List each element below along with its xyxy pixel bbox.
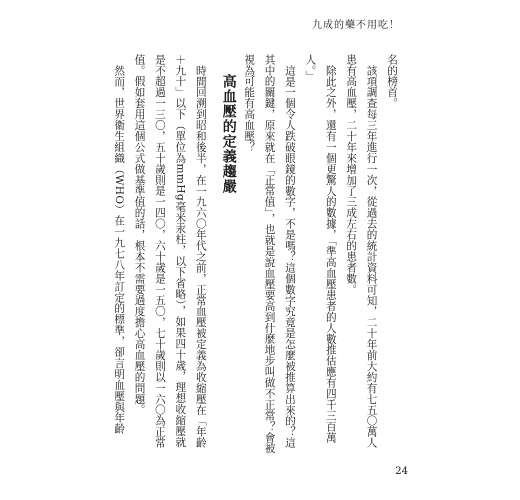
paragraph: 名的榜首。 xyxy=(386,54,398,109)
page-number: 24 xyxy=(395,466,408,477)
paragraph: 除此之外，還有一個更驚人的數據，「準高血壓患者的人數推估應有四千三百萬人。」 xyxy=(304,54,337,443)
paragraph: 該項調查每三年進行一次，從過去的統計資料可知，二十年前大約有七五〇萬人患有高血壓，二十年來增加了三成左右的患者數。 xyxy=(345,54,378,448)
paragraph: 這是一個令人跌破眼鏡的數字，不是嗎？這個數字究竟是怎麼被推算出來的？這其中的關鍵，原來就在「正常值」，也就是說血壓要高到什麼地步叫做不正常？會被視為可能有高血壓？ xyxy=(243,54,296,454)
paragraph: 時間回溯到昭和後半，在一九六〇年代之前，正常血壓被定義為收縮壓在「年齡＋九十」以下（單位為mmHg毫米汞柱，以下省略），如果四十歲，理想收縮壓就是不超過一三〇，五十歲則是一四〇，六十歲是一五〇，七十歲則以一六〇為正常值。假如套用這個公式做基準值的話，根本不需要過度擔心高血壓的問題。 xyxy=(133,54,207,449)
section-heading: 高血壓的定義趨嚴 xyxy=(220,74,237,194)
paragraph: 然而，世界衛生組織（WHO）在一九七八年訂定的標準，卻言明血壓與年齡 xyxy=(113,64,126,434)
body-text xyxy=(102,54,402,458)
running-head: 九成的藥不用吃！ xyxy=(312,20,400,31)
